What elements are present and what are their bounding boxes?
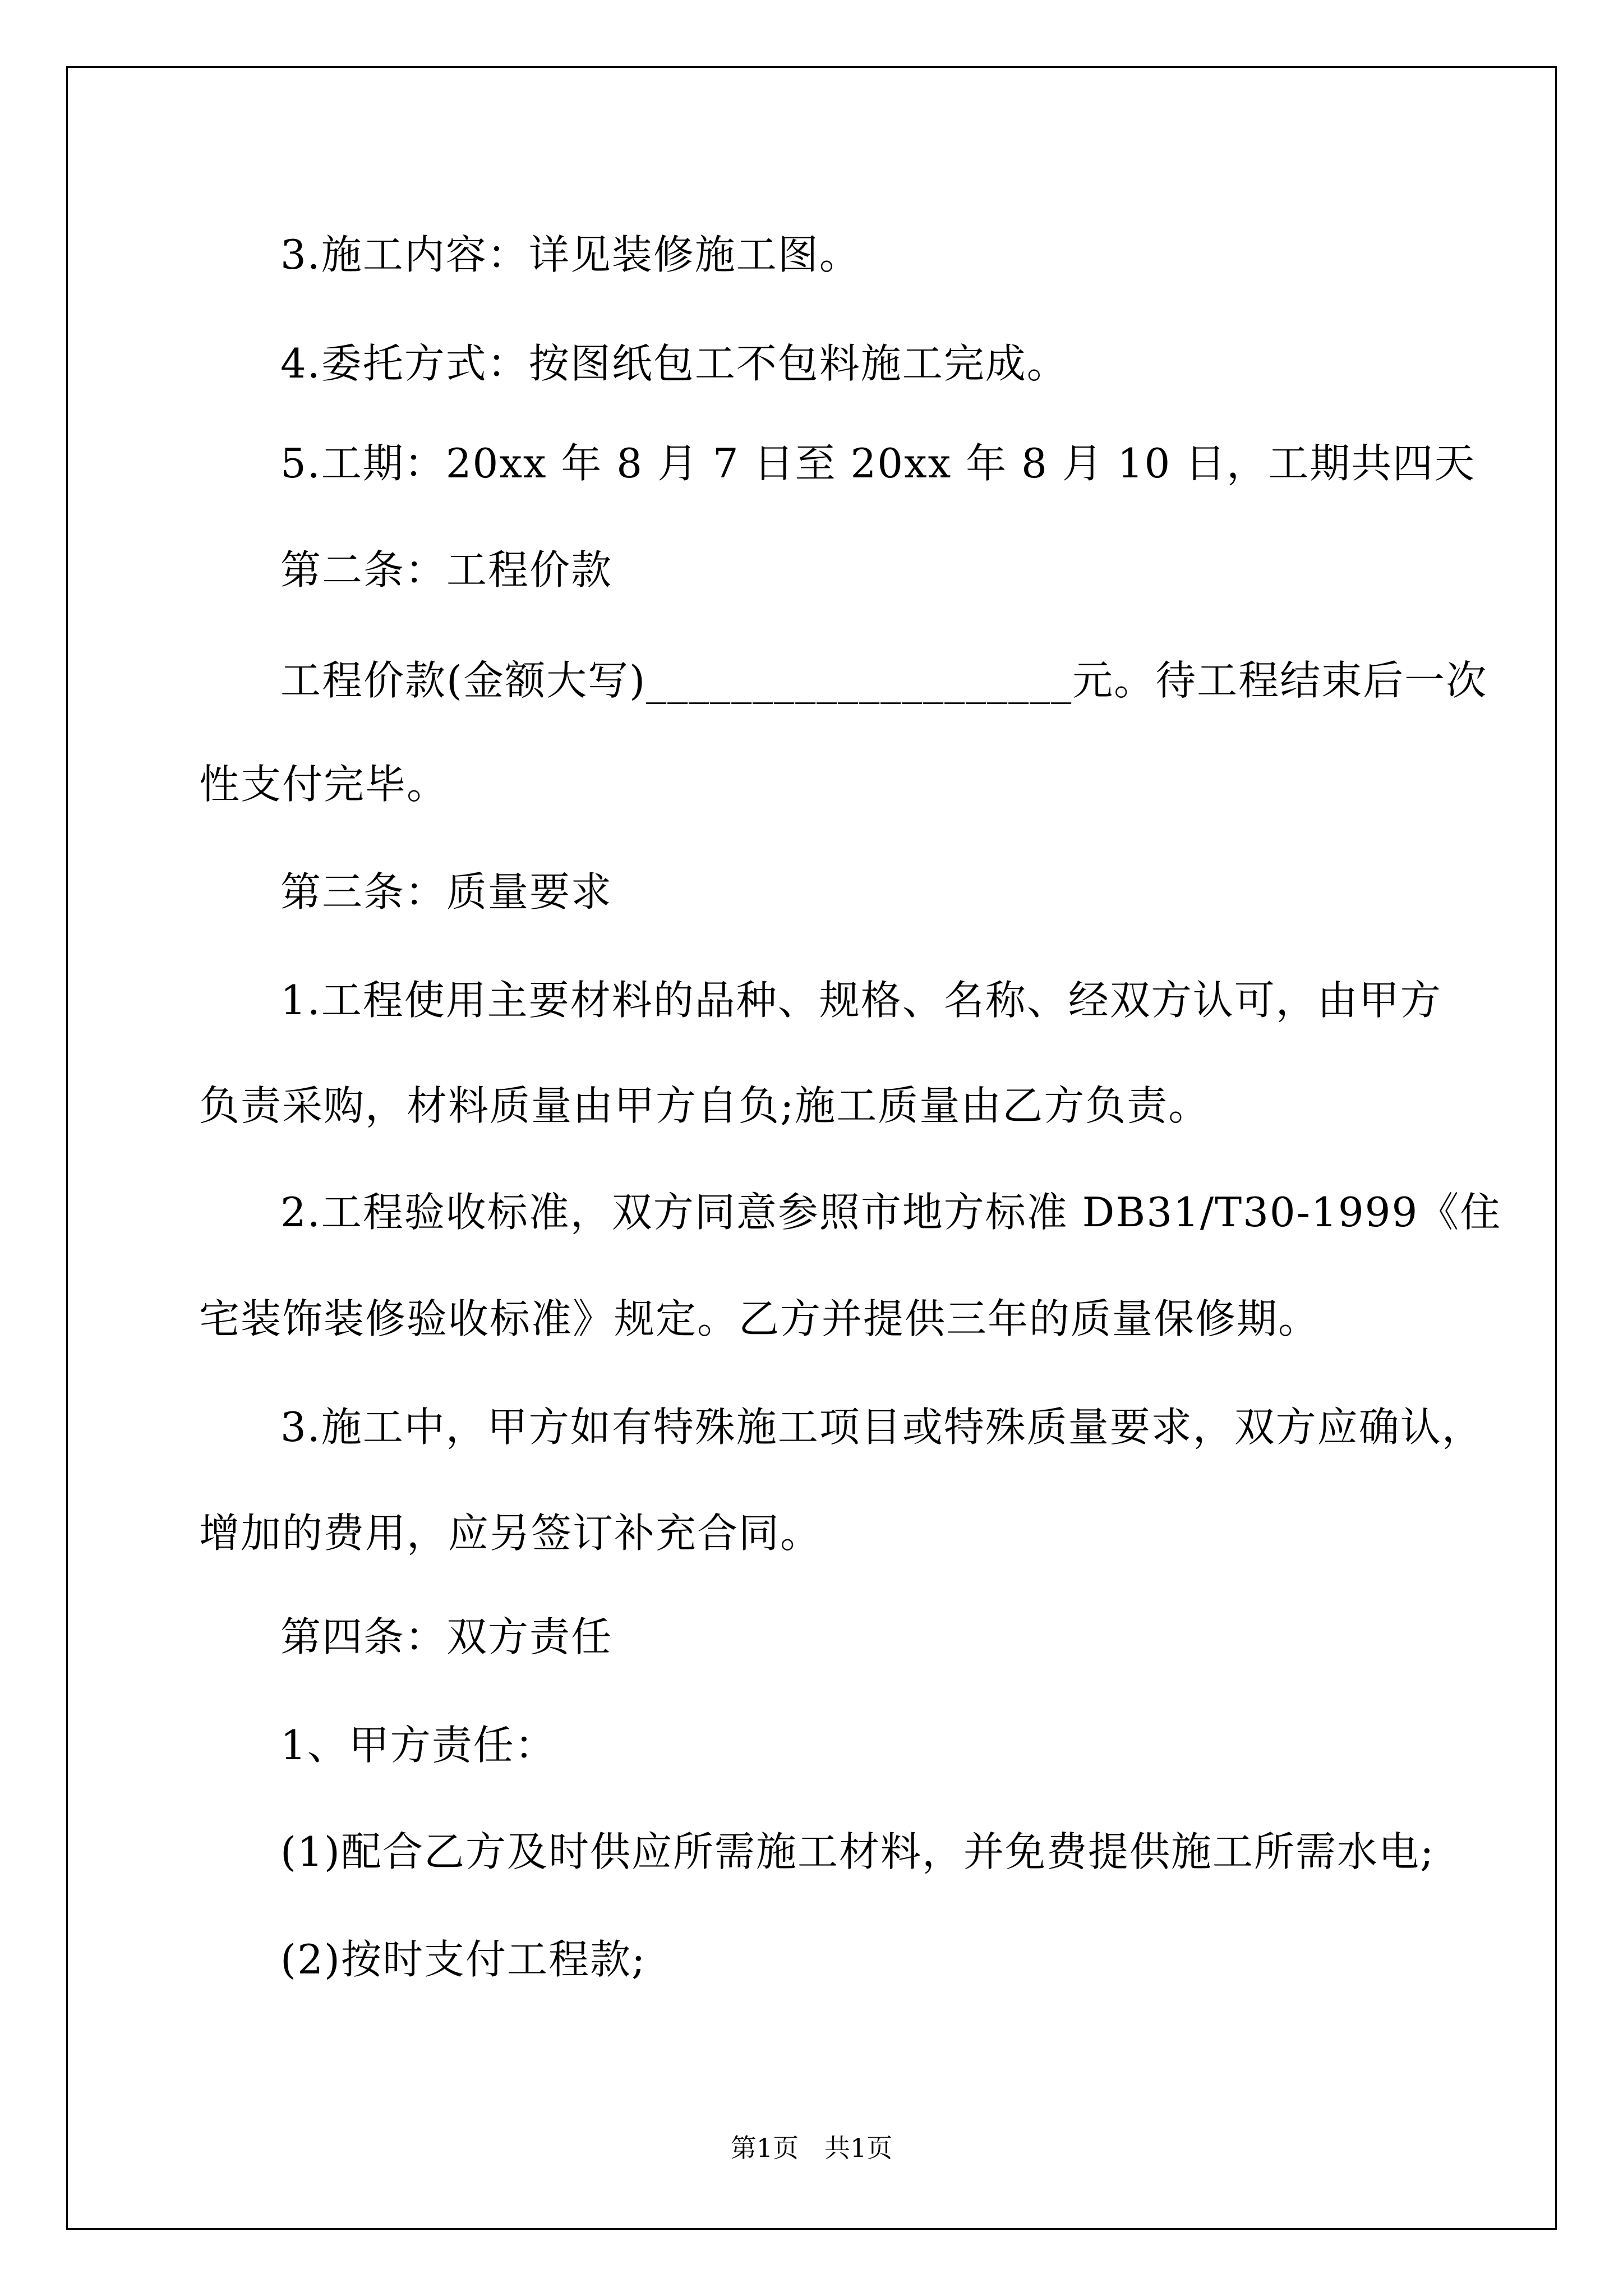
text-line: 5.工期：20xx 年 8 月 7 日至 20xx 年 8 月 10 日，工期共四天: [280, 440, 1476, 487]
text-line: 性支付完毕。: [199, 761, 449, 808]
section-heading: 第三条：质量要求: [280, 868, 613, 915]
page-footer: 第1页 共1页: [730, 2133, 893, 2163]
text-line: 增加的费用，应另签订补充合同。: [199, 1510, 822, 1557]
text-line: 4.委托方式：按图纸包工不包料施工完成。: [280, 340, 1068, 387]
text-line: (1)配合乙方及时供应所需施工材料，并免费提供施工所需水电;: [280, 1828, 1435, 1875]
text-line: 3.施工中，甲方如有特殊施工项目或特殊质量要求，双方应确认，: [280, 1404, 1483, 1451]
text-line: (2)按时支付工程款;: [280, 1936, 647, 1983]
text-line: 负责采购，材料质量由甲方自负;施工质量由乙方负责。: [199, 1082, 1210, 1129]
text-line: 1.工程使用主要材料的品种、规格、名称、经双方认可，由甲方: [280, 977, 1442, 1024]
text-line: 宅装饰装修验收标准》规定。乙方并提供三年的质量保修期。: [199, 1295, 1320, 1342]
text-line: 3.施工内容：详见装修施工图。: [280, 231, 861, 278]
page-border: [66, 66, 1557, 2230]
text-line: 1、甲方责任：: [280, 1722, 556, 1769]
text-line: 2.工程验收标准，双方同意参照市地方标准 DB31/T30-1999《住: [280, 1189, 1502, 1236]
section-heading: 第四条：双方责任: [280, 1613, 613, 1660]
section-heading: 第二条：工程价款: [280, 546, 613, 593]
text-line: 工程价款(金额大写)____________________元。待工程结束后一次: [280, 657, 1488, 704]
